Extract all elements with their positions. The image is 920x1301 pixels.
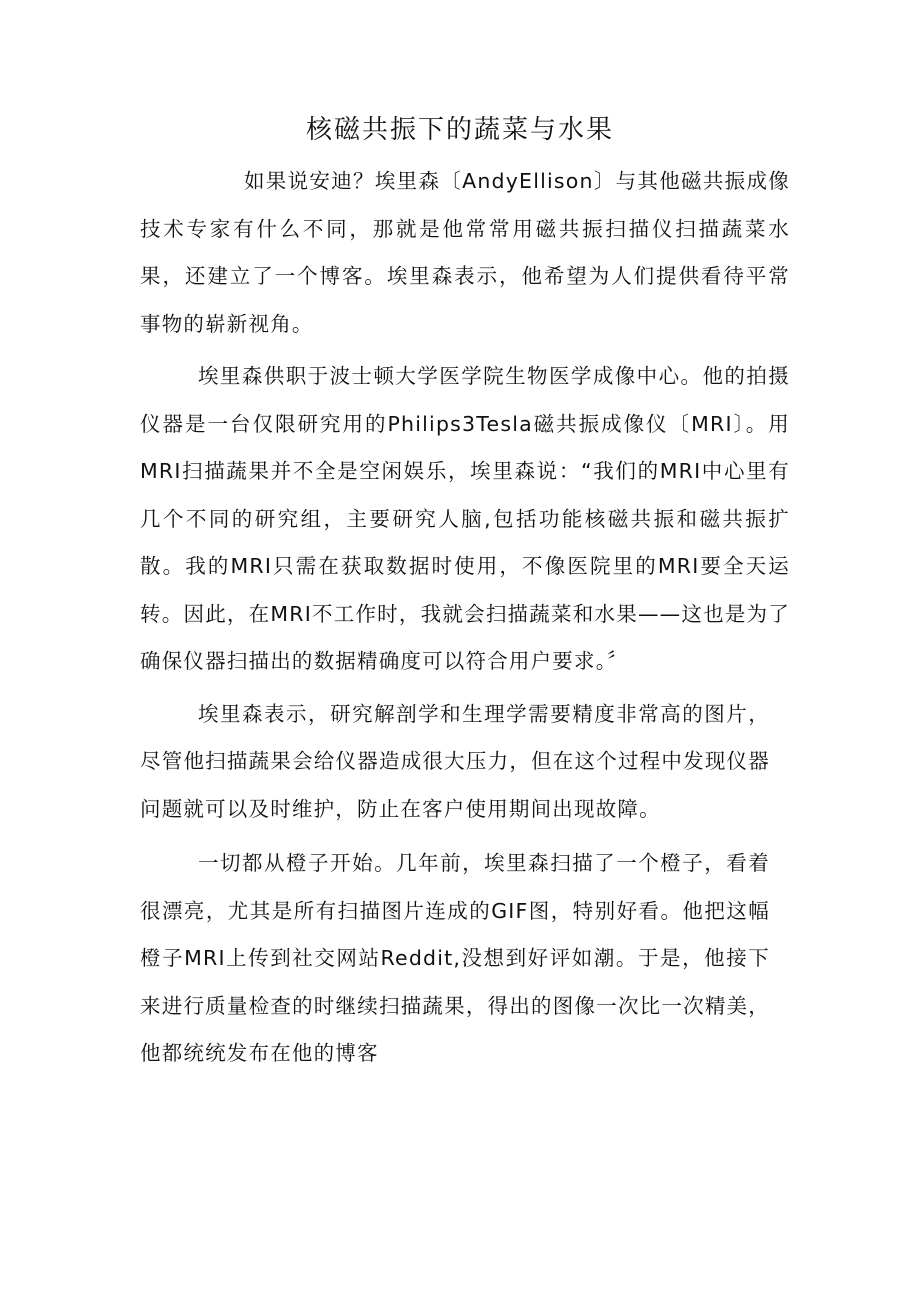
paragraph-intro: 如果说安迪？埃里森〔AndyEllison〕与其他磁共振成像技术专家有什么不同，那就是他常常用磁共振扫描仪扫描蔬菜水果，还建立了一个博客。埃里森表示，他希望为人们提供看待平常事物的崭新视角。 [140, 169, 790, 336]
paragraph-orange: 一切都从橙子开始。几年前，埃里森扫描了一个橙子，看着很漂亮，尤其是所有扫描图片连成的GIF图，特别好看。他把这幅橙子MRI上传到社交网站Reddit,没想到好评如潮。于是，他接下来进行质量检查的时继续扫描蔬果，得出的图像一次比一次精美，他都统统发布在他的博客 [140, 851, 770, 1065]
paragraph-workplace: 埃里森供职于波士顿大学医学院生物医学成像中心。他的拍摄仪器是一台仅限研究用的Philips3Tesla磁共振成像仪〔MRI〕。用MRI扫描蔬果并不全是空闲娱乐，埃里森说：“我们的MRI中心里有几个不同的研究组，主要研究人脑,包括功能核磁共振和磁共振扩散。我的MRI只需在获取数据时使用，不像医院里的MRI要全天运转。因此，在MRI不工作时，我就会扫描蔬菜和水果——这也是为了确保仪器扫描出的数据精确度可以符合用户要求。〞 [140, 364, 790, 673]
paragraph-precision: 埃里森表示，研究解剖学和生理学需要精度非常高的图片，尽管他扫描蔬果会给仪器造成很大压力，但在这个过程中发现仪器问题就可以及时维护，防止在客户使用期间出现故障。 [140, 701, 770, 821]
document-body [140, 158, 790, 1078]
document-title: 核磁共振下的蔬菜与水果 [305, 115, 614, 145]
